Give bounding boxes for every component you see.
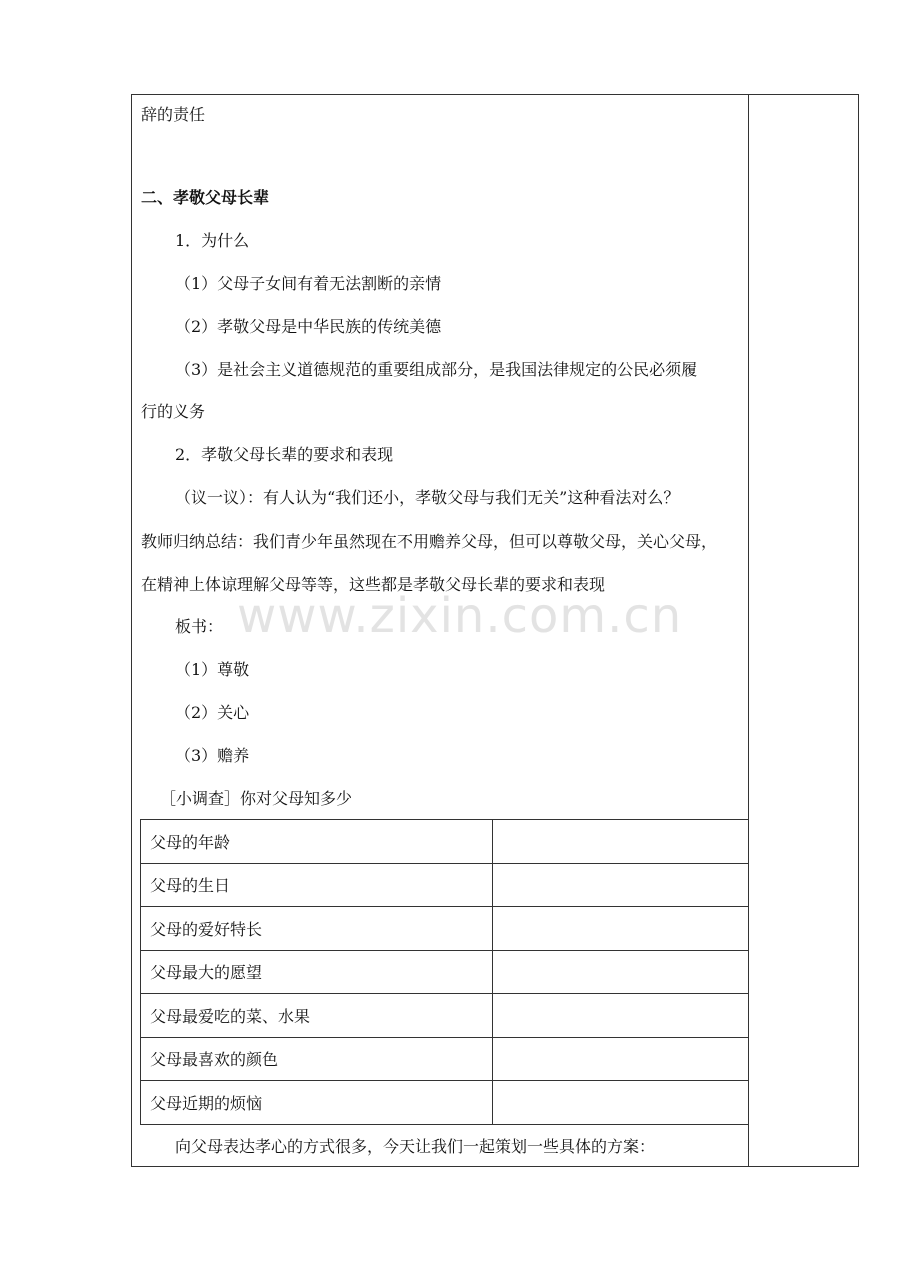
text-line: （1）父母子女间有着无法割断的亲情: [175, 274, 442, 293]
text-line: 板书：: [175, 617, 224, 636]
survey-answer: [493, 863, 749, 907]
survey-answer: [493, 1081, 749, 1125]
watermark: www.zixin.com.cn: [237, 588, 683, 644]
survey-label: 父母的生日: [141, 863, 493, 907]
section-heading: 二、孝敬父母长辈: [141, 188, 270, 207]
survey-answer: [493, 820, 749, 864]
survey-answer: [493, 950, 749, 994]
table-row: [141, 820, 749, 864]
text-line: （议一议）：有人认为“我们还小，孝敬父母与我们无关”这种看法对么？: [175, 488, 680, 507]
text-line: 行的义务: [141, 402, 206, 421]
table-row: [141, 994, 749, 1038]
survey-answer: [493, 994, 749, 1038]
table-row: [141, 1081, 749, 1125]
text-line: （2）孝敬父母是中华民族的传统美德: [175, 317, 442, 336]
text-line: 2．孝敬父母长辈的要求和表现: [175, 445, 394, 464]
text-line: 辞的责任: [141, 105, 206, 124]
survey-label: 父母最大的愿望: [141, 950, 493, 994]
survey-label: 父母近期的烦恼: [141, 1081, 493, 1125]
survey-label: 父母最喜欢的颜色: [141, 1037, 493, 1081]
table-row: [141, 1037, 749, 1081]
table-row: [141, 907, 749, 951]
survey-title: ［小调查］你对父母知多少: [160, 789, 353, 808]
survey-answer: [493, 1037, 749, 1081]
text-line: （2）关心: [175, 703, 250, 722]
survey-label: 父母最爱吃的菜、水果: [141, 994, 493, 1038]
text-line: 教师归纳总结：我们青少年虽然现在不用赡养父母，但可以尊敬父母，关心父母，: [141, 532, 718, 551]
table-row: [141, 863, 749, 907]
survey-label: 父母的年龄: [141, 820, 493, 864]
text-line: 向父母表达孝心的方式很多，今天让我们一起策划一些具体的方案：: [175, 1137, 656, 1156]
survey-answer: [493, 907, 749, 951]
text-line: （3）是社会主义道德规范的重要组成部分，是我国法律规定的公民必须履: [175, 360, 698, 379]
survey-label: 父母的爱好特长: [141, 907, 493, 951]
table-row: [141, 950, 749, 994]
survey-table: [140, 819, 749, 1125]
text-line: 在精神上体谅理解父母等等，这些都是孝敬父母长辈的要求和表现: [141, 575, 606, 594]
text-line: （1）尊敬: [175, 660, 250, 679]
text-line: （3）赡养: [175, 746, 250, 765]
text-line: 1．为什么: [175, 231, 250, 250]
